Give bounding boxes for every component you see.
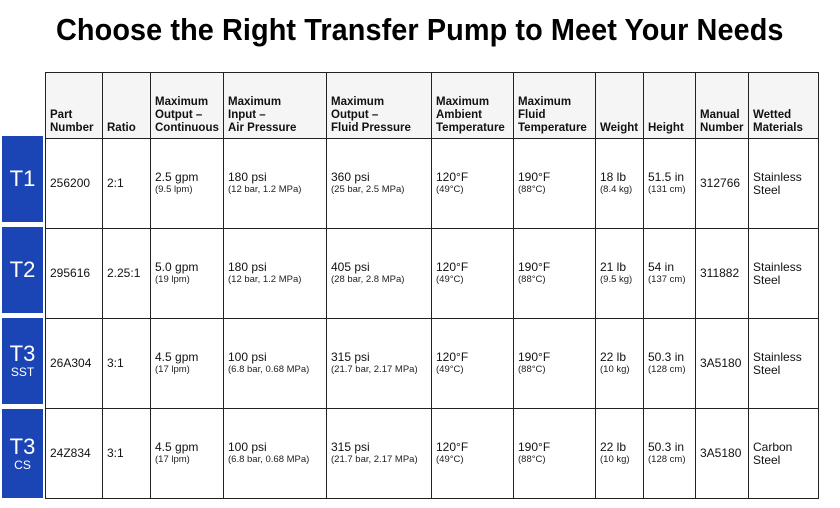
wetted-materials-cell [749, 409, 819, 499]
part-number-cell [46, 229, 103, 319]
max-output-cell [151, 409, 224, 499]
fluid-temp-cell [514, 229, 596, 319]
ambient-temp-cell [432, 409, 514, 499]
ratio-cell [103, 319, 151, 409]
ambient-temp-cell [432, 319, 514, 409]
air-pressure-cell-metric: (6.8 bar, 0.68 MPa) [228, 364, 310, 375]
manual-number-cell-value: 311882 [700, 266, 740, 280]
manual-number-cell [696, 319, 749, 409]
ratio-cell [103, 409, 151, 499]
side-tab-label: T3 [9, 341, 36, 366]
ratio-cell-value: 3:1 [107, 446, 124, 460]
ratio-cell-value: 2.25:1 [107, 266, 141, 280]
page-title: Choose the Right Transfer Pump to Meet Your Needs [56, 12, 784, 47]
part-number-cell [46, 319, 103, 409]
manual-number-cell [696, 229, 749, 319]
fluid-temp-cell [514, 409, 596, 499]
column-header: Part Number [46, 73, 103, 139]
ambient-temp-cell-value: 120°F [436, 350, 469, 364]
max-output-cell-metric: (9.5 lpm) [155, 184, 193, 195]
fluid-temp-cell-metric: (88°C) [518, 274, 546, 285]
column-header: Ratio [103, 73, 151, 139]
weight-cell [596, 409, 644, 499]
fluid-pressure-cell-value: 315 psi [331, 350, 370, 364]
fluid-temp-cell [514, 139, 596, 229]
max-output-cell-metric: (17 lpm) [155, 454, 190, 465]
wetted-materials-cell-value: Stainless Steel [753, 349, 802, 377]
ambient-temp-cell-value: 120°F [436, 170, 469, 184]
side-tab-sublabel: CS [14, 457, 31, 472]
manual-number-cell-value: 3A5180 [700, 446, 742, 460]
part-number-cell [46, 139, 103, 229]
fluid-pressure-cell-metric: (21.7 bar, 2.17 MPa) [331, 454, 418, 465]
manual-number-cell [696, 139, 749, 229]
column-header: Maximum Output – Fluid Pressure [327, 73, 432, 139]
fluid-pressure-cell [327, 139, 432, 229]
height-cell-metric: (131 cm) [648, 184, 686, 195]
column-header: Weight [596, 73, 644, 139]
table-header-row [46, 73, 819, 139]
air-pressure-cell-value: 100 psi [228, 350, 267, 364]
fluid-pressure-cell-value: 315 psi [331, 440, 370, 454]
ambient-temp-cell [432, 139, 514, 229]
fluid-pressure-cell [327, 319, 432, 409]
height-cell-metric: (128 cm) [648, 364, 686, 375]
fluid-pressure-cell [327, 229, 432, 319]
height-cell-value: 50.3 in [648, 350, 685, 364]
height-cell [644, 139, 696, 229]
part-number-cell [46, 409, 103, 499]
side-tab-sublabel: SST [10, 365, 35, 379]
side-tab-label: T1 [9, 166, 36, 191]
max-output-cell-metric: (19 lpm) [155, 274, 190, 285]
max-output-cell-value: 2.5 gpm [155, 170, 199, 184]
fluid-pressure-cell-metric: (28 bar, 2.8 MPa) [331, 274, 405, 285]
weight-cell-value: 21 lb [600, 260, 627, 274]
side-tab-t2 [2, 227, 43, 313]
air-pressure-cell-metric: (6.8 bar, 0.68 MPa) [228, 454, 310, 465]
weight-cell [596, 139, 644, 229]
max-output-cell-metric: (17 lpm) [155, 364, 190, 375]
fluid-temp-cell-value: 190°F [518, 350, 551, 364]
fluid-temp-cell-value: 190°F [518, 260, 551, 274]
wetted-materials-cell [749, 139, 819, 229]
height-cell-metric: (137 cm) [648, 274, 686, 285]
side-tab-t3-cs [2, 409, 43, 498]
column-header: Height [644, 73, 696, 139]
fluid-temp-cell-metric: (88°C) [518, 364, 546, 375]
side-tab-label: T2 [9, 257, 36, 282]
max-output-cell-value: 5.0 gpm [155, 260, 199, 274]
air-pressure-cell [224, 139, 327, 229]
table-row [46, 409, 819, 499]
wetted-materials-cell [749, 319, 819, 409]
column-header: Maximum Ambient Temperature [432, 73, 514, 139]
side-tab-label: T3 [9, 433, 36, 459]
wetted-materials-cell-value: Stainless Steel [753, 259, 802, 287]
weight-cell-metric: (9.5 kg) [600, 274, 633, 285]
ambient-temp-cell-metric: (49°C) [436, 274, 464, 285]
max-output-cell-value: 4.5 gpm [155, 350, 199, 364]
air-pressure-cell-metric: (12 bar, 1.2 MPa) [228, 184, 302, 195]
fluid-pressure-cell-value: 405 psi [331, 260, 370, 274]
table-row [46, 319, 819, 409]
fluid-pressure-cell-metric: (25 bar, 2.5 MPa) [331, 184, 405, 195]
wetted-materials-cell-value: Stainless Steel [753, 169, 802, 197]
air-pressure-cell-value: 180 psi [228, 260, 267, 274]
height-cell-value: 50.3 in [648, 440, 685, 454]
manual-number-cell [696, 409, 749, 499]
weight-cell [596, 229, 644, 319]
air-pressure-cell-value: 180 psi [228, 170, 267, 184]
ratio-cell-value: 3:1 [107, 356, 124, 370]
fluid-temp-cell-value: 190°F [518, 440, 551, 454]
max-output-cell [151, 319, 224, 409]
height-cell [644, 319, 696, 409]
fluid-temp-cell-metric: (88°C) [518, 184, 546, 195]
table-row [46, 229, 819, 319]
wetted-materials-cell [749, 229, 819, 319]
manual-number-cell-value: 312766 [700, 176, 741, 190]
height-cell [644, 409, 696, 499]
fluid-pressure-cell-value: 360 psi [331, 170, 370, 184]
column-header: Manual Number [696, 73, 749, 139]
max-output-cell [151, 139, 224, 229]
fluid-temp-cell [514, 319, 596, 409]
air-pressure-cell [224, 319, 327, 409]
ambient-temp-cell-value: 120°F [436, 440, 469, 454]
fluid-pressure-cell-metric: (21.7 bar, 2.17 MPa) [331, 364, 418, 375]
table-row [46, 139, 819, 229]
part-number-cell-value: 295616 [50, 266, 91, 280]
weight-cell [596, 319, 644, 409]
height-cell-metric: (128 cm) [648, 454, 686, 465]
manual-number-cell-value: 3A5180 [700, 356, 742, 370]
wetted-materials-cell-value: Carbon Steel [753, 439, 793, 467]
max-output-cell-value: 4.5 gpm [155, 440, 199, 454]
fluid-temp-cell-value: 190°F [518, 170, 551, 184]
part-number-cell-value: 24Z834 [50, 446, 91, 460]
weight-cell-value: 22 lb [600, 350, 627, 364]
height-cell-value: 51.5 in [648, 170, 685, 184]
column-header: Wetted Materials [749, 73, 819, 139]
weight-cell-value: 18 lb [600, 170, 627, 184]
ambient-temp-cell-metric: (49°C) [436, 364, 464, 375]
weight-cell-value: 22 lb [600, 440, 627, 454]
ambient-temp-cell-metric: (49°C) [436, 184, 464, 195]
ratio-cell-value: 2:1 [107, 176, 124, 190]
ambient-temp-cell [432, 229, 514, 319]
ratio-cell [103, 229, 151, 319]
column-header: Maximum Output – Continuous [151, 73, 224, 139]
height-cell-value: 54 in [648, 260, 675, 274]
ambient-temp-cell-metric: (49°C) [436, 454, 464, 465]
part-number-cell-value: 26A304 [50, 356, 92, 370]
part-number-cell-value: 256200 [50, 176, 91, 190]
fluid-temp-cell-metric: (88°C) [518, 454, 546, 465]
max-output-cell [151, 229, 224, 319]
side-tab-t1 [2, 136, 43, 222]
column-header: Maximum Input – Air Pressure [224, 73, 327, 139]
fluid-pressure-cell [327, 409, 432, 499]
air-pressure-cell-metric: (12 bar, 1.2 MPa) [228, 274, 302, 285]
weight-cell-metric: (8.4 kg) [600, 184, 633, 195]
column-header: Maximum Fluid Temperature [514, 73, 596, 139]
side-tab-t3-sst [2, 318, 43, 404]
weight-cell-metric: (10 kg) [600, 364, 630, 375]
transfer-pump-comparison-table [45, 72, 819, 499]
weight-cell-metric: (10 kg) [600, 454, 630, 465]
air-pressure-cell-value: 100 psi [228, 440, 267, 454]
ratio-cell [103, 139, 151, 229]
ambient-temp-cell-value: 120°F [436, 260, 469, 274]
air-pressure-cell [224, 229, 327, 319]
height-cell [644, 229, 696, 319]
air-pressure-cell [224, 409, 327, 499]
